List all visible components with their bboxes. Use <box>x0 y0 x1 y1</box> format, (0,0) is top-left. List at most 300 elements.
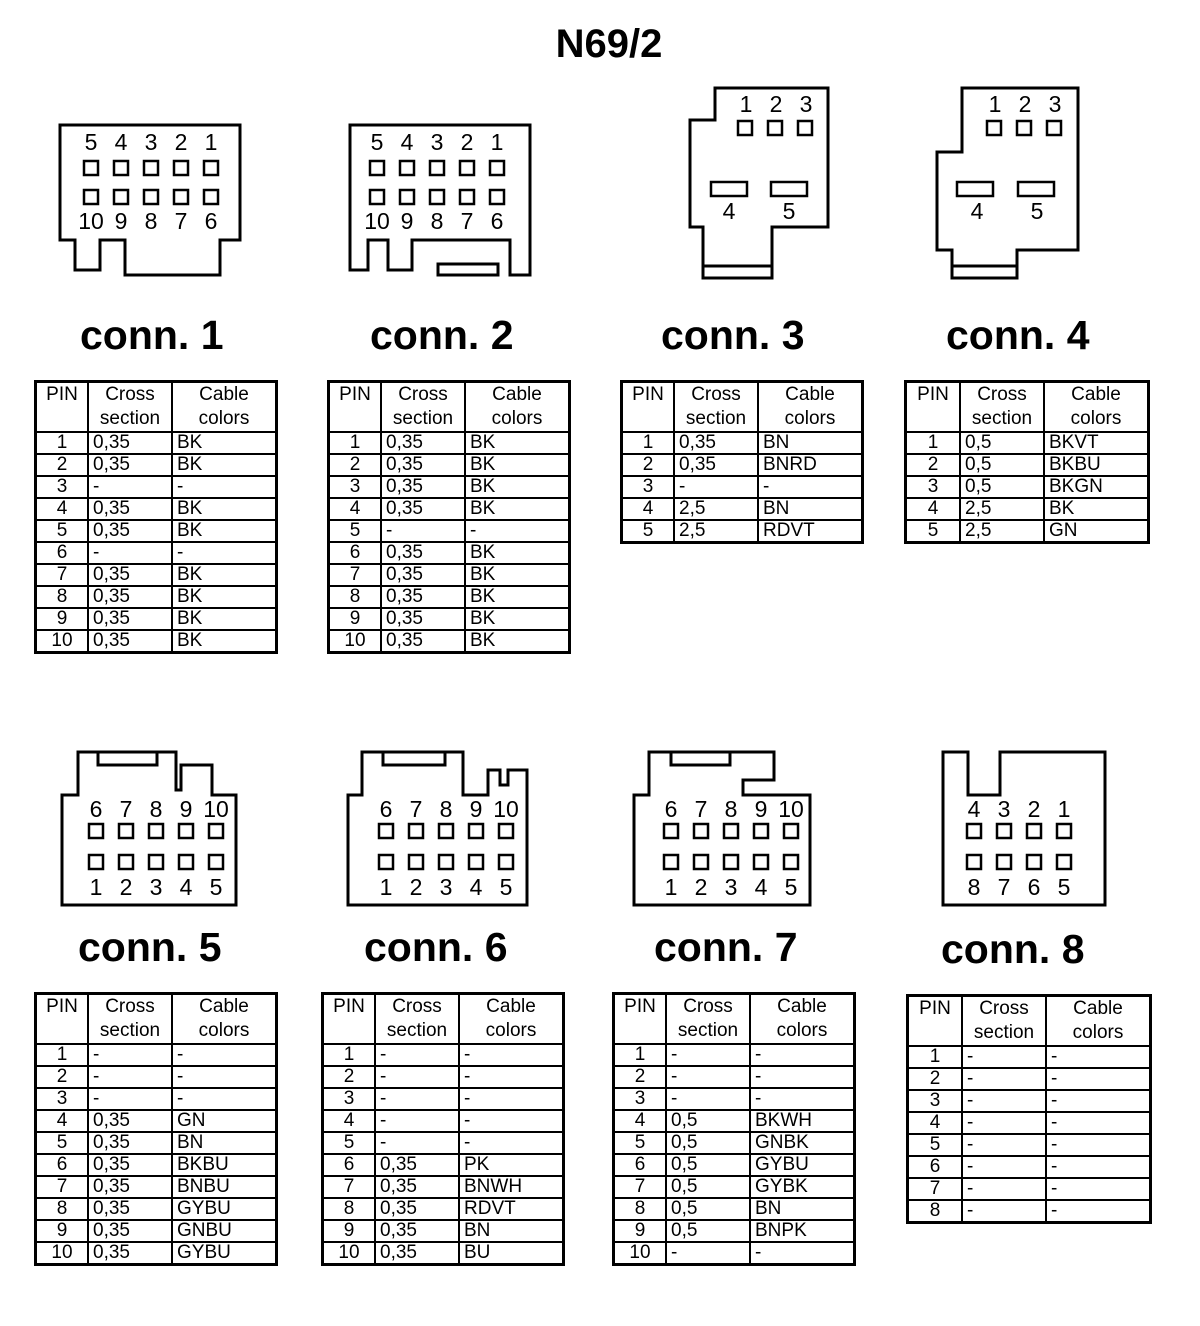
table-row <box>36 1066 277 1088</box>
table-row <box>36 498 277 520</box>
pin-cell: 3 <box>323 1088 376 1110</box>
table-row <box>614 1154 855 1176</box>
pin-number: 1 <box>739 91 753 117</box>
power-pin-pad <box>1018 182 1054 196</box>
table-header-row <box>906 382 1149 433</box>
header-label: Cable <box>199 996 249 1017</box>
cross-section-cell: - <box>962 1156 1046 1178</box>
pin-number: 5 <box>782 198 796 224</box>
cross-section-cell: 0,35 <box>375 1176 459 1198</box>
pin-cell: 2 <box>614 1066 667 1088</box>
pin-cell: 1 <box>614 1044 667 1066</box>
cross-section-cell: - <box>962 1200 1046 1223</box>
header-label: PIN <box>919 998 951 1019</box>
cross-section-cell: 0,35 <box>381 630 465 653</box>
cable-color-cell: BN <box>750 1198 855 1220</box>
cross-section-cell: 0,35 <box>381 498 465 520</box>
table-row <box>908 1068 1151 1090</box>
header-pin <box>906 382 961 433</box>
table-row <box>36 1110 277 1132</box>
cable-color-cell: - <box>750 1088 855 1110</box>
header-cable-colors <box>465 382 570 433</box>
cross-section-cell: - <box>88 1044 172 1066</box>
pin-number: 5 <box>1030 198 1044 224</box>
connector-5-drawing <box>62 752 236 905</box>
table-row <box>36 630 277 653</box>
pin-pad <box>409 824 423 838</box>
pin-cell: 2 <box>906 454 961 476</box>
pin-pad <box>204 190 218 204</box>
pin-cell: 2 <box>622 454 675 476</box>
cable-color-cell: GN <box>1044 520 1149 543</box>
header-cross-section <box>88 994 172 1045</box>
cross-section-cell: 0,35 <box>88 630 172 653</box>
pin-pad <box>174 190 188 204</box>
header-label: Cross <box>691 384 741 405</box>
pin-number: 3 <box>724 874 738 900</box>
cross-section-cell: 0,35 <box>381 476 465 498</box>
header-label: Cross <box>105 996 155 1017</box>
header-label: Cross <box>398 384 448 405</box>
pin-cell: 3 <box>329 476 382 498</box>
pin-cell: 7 <box>329 564 382 586</box>
pin-number: 7 <box>409 796 423 822</box>
pin-cell: 3 <box>908 1090 963 1112</box>
power-pin-pad <box>711 182 747 196</box>
table-header-row <box>36 382 277 433</box>
pin-pad <box>754 855 768 869</box>
pin-pad <box>174 161 188 175</box>
cable-color-cell: - <box>1046 1156 1151 1178</box>
table-row <box>906 498 1149 520</box>
table-row <box>622 498 863 520</box>
header-label: colors <box>485 1020 537 1041</box>
cross-section-cell: - <box>375 1044 459 1066</box>
pin-number: 10 <box>203 796 229 822</box>
pin-table <box>906 994 1152 1224</box>
pin-cell: 4 <box>622 498 675 520</box>
pin-pad <box>768 121 782 135</box>
pin-number: 6 <box>379 796 393 822</box>
table-row <box>614 1242 855 1265</box>
table-row <box>908 1090 1151 1112</box>
table-row <box>614 1176 855 1198</box>
header-label: Cable <box>1071 384 1121 405</box>
table-row <box>614 1110 855 1132</box>
pin-pad <box>460 190 474 204</box>
pin-number: 2 <box>119 874 133 900</box>
cross-section-cell: 0,35 <box>88 1110 172 1132</box>
cross-section-cell: 0,35 <box>88 608 172 630</box>
pin-pad <box>1057 855 1071 869</box>
cross-section-cell: 2,5 <box>674 498 758 520</box>
cable-color-cell: BK <box>465 564 570 586</box>
housing-detail <box>98 752 157 765</box>
table-row <box>36 1044 277 1066</box>
cross-section-cell: 0,5 <box>666 1132 750 1154</box>
pin-number: 5 <box>84 129 98 155</box>
housing-detail <box>438 264 498 275</box>
cross-section-cell: - <box>88 542 172 564</box>
cable-color-cell: BK <box>465 454 570 476</box>
cross-section-cell: 0,5 <box>666 1220 750 1242</box>
pin-pad <box>499 855 513 869</box>
table-row <box>36 1088 277 1110</box>
pin-number: 3 <box>430 129 444 155</box>
pin-cell: 4 <box>36 1110 89 1132</box>
pin-cell: 7 <box>36 564 89 586</box>
cross-section-cell: 0,35 <box>88 498 172 520</box>
pin-pad <box>1027 855 1041 869</box>
table-row <box>323 1110 564 1132</box>
cable-color-cell: BK <box>465 542 570 564</box>
pin-pad <box>114 190 128 204</box>
table-row <box>36 1242 277 1265</box>
header-label: Cross <box>392 996 442 1017</box>
table-row <box>323 1220 564 1242</box>
cross-section-cell: 0,35 <box>88 1132 172 1154</box>
cable-color-cell: BK <box>172 498 277 520</box>
cross-section-cell: - <box>381 520 465 542</box>
cable-color-cell: - <box>750 1066 855 1088</box>
pin-pad <box>469 855 483 869</box>
pin-pad <box>724 824 738 838</box>
pin-pad <box>460 161 474 175</box>
table-row <box>906 454 1149 476</box>
pin-pad <box>379 824 393 838</box>
pin-cell: 3 <box>36 1088 89 1110</box>
table-row <box>323 1044 564 1066</box>
table-row <box>36 1176 277 1198</box>
pin-pad <box>439 855 453 869</box>
pin-number: 5 <box>499 874 513 900</box>
connector-name: conn. 3 <box>661 312 805 358</box>
cable-color-cell: GNBU <box>172 1220 277 1242</box>
cable-color-cell: BU <box>459 1242 564 1265</box>
connector-name: conn. 2 <box>370 312 514 358</box>
pin-pad <box>754 824 768 838</box>
pin-number: 8 <box>967 874 981 900</box>
cross-section-cell: 0,5 <box>960 476 1044 498</box>
cable-color-cell: BNPK <box>750 1220 855 1242</box>
pin-number: 4 <box>967 796 981 822</box>
pin-cell: 6 <box>36 542 89 564</box>
pin-number: 1 <box>89 874 103 900</box>
pin-table <box>34 380 278 654</box>
cross-section-cell: 0,35 <box>88 1220 172 1242</box>
pin-table <box>612 992 856 1266</box>
pin-cell: 1 <box>908 1046 963 1068</box>
cable-color-cell: GYBU <box>750 1154 855 1176</box>
pin-table <box>321 992 565 1266</box>
table-row <box>36 608 277 630</box>
pin-pad <box>144 190 158 204</box>
cross-section-cell: 0,35 <box>375 1154 459 1176</box>
table-row <box>323 1066 564 1088</box>
pin-number: 2 <box>1018 91 1032 117</box>
table-row <box>622 454 863 476</box>
pin-number: 1 <box>1057 796 1071 822</box>
table-row <box>329 564 570 586</box>
pin-cell: 5 <box>329 520 382 542</box>
table-row <box>329 608 570 630</box>
pin-number: 10 <box>778 796 804 822</box>
cross-section-cell: - <box>666 1044 750 1066</box>
cross-section-cell: - <box>962 1068 1046 1090</box>
pin-number: 8 <box>149 796 163 822</box>
pin-cell: 4 <box>329 498 382 520</box>
pin-cell: 6 <box>36 1154 89 1176</box>
header-cable-colors <box>172 382 277 433</box>
pin-pad <box>724 855 738 869</box>
table-row <box>329 520 570 542</box>
table-row <box>323 1242 564 1265</box>
pin-pad <box>967 824 981 838</box>
cable-color-cell: BK <box>465 630 570 653</box>
power-pin-pad <box>771 182 807 196</box>
cable-color-cell: - <box>750 1044 855 1066</box>
cross-section-cell: - <box>375 1066 459 1088</box>
table-row <box>329 586 570 608</box>
pin-table <box>620 380 864 544</box>
pin-cell: 4 <box>323 1110 376 1132</box>
cross-section-cell: 0,35 <box>381 608 465 630</box>
cable-color-cell: RDVT <box>758 520 863 543</box>
pin-cell: 9 <box>323 1220 376 1242</box>
header-label: Cross <box>979 998 1029 1019</box>
pin-cell: 4 <box>614 1110 667 1132</box>
pin-cell: 1 <box>329 432 382 454</box>
header-cross-section <box>674 382 758 433</box>
cable-color-cell: PK <box>459 1154 564 1176</box>
cable-color-cell: - <box>1046 1068 1151 1090</box>
pin-number: 6 <box>490 208 504 234</box>
cable-color-cell: BN <box>172 1132 277 1154</box>
table-row <box>908 1200 1151 1223</box>
pin-number: 2 <box>460 129 474 155</box>
pin-number: 4 <box>114 129 128 155</box>
pin-number: 4 <box>400 129 414 155</box>
cable-color-cell: BK <box>172 586 277 608</box>
header-label: PIN <box>339 384 371 405</box>
pin-cell: 8 <box>908 1200 963 1223</box>
pin-number: 9 <box>179 796 193 822</box>
pin-cell: 1 <box>36 432 89 454</box>
pin-cell: 9 <box>614 1220 667 1242</box>
pin-pad <box>84 161 98 175</box>
cross-section-cell: - <box>962 1112 1046 1134</box>
pin-number: 3 <box>997 796 1011 822</box>
pin-number: 3 <box>144 129 158 155</box>
pin-cell: 7 <box>323 1176 376 1198</box>
pin-number: 2 <box>174 129 188 155</box>
cross-section-cell: 0,35 <box>88 520 172 542</box>
header-pin <box>36 382 89 433</box>
connector-name: conn. 8 <box>941 926 1085 972</box>
cable-color-cell: - <box>758 476 863 498</box>
cross-section-cell: 0,35 <box>88 564 172 586</box>
cross-section-cell: 0,5 <box>960 454 1044 476</box>
table-row <box>36 1154 277 1176</box>
pin-number: 6 <box>664 796 678 822</box>
pin-cell: 5 <box>908 1134 963 1156</box>
table-row <box>614 1088 855 1110</box>
pin-cell: 7 <box>908 1178 963 1200</box>
table-header-row <box>323 994 564 1045</box>
pin-pad <box>370 190 384 204</box>
pin-cell: 1 <box>622 432 675 454</box>
pin-pad <box>694 824 708 838</box>
cable-color-cell: - <box>172 1044 277 1066</box>
pin-pad <box>1047 121 1061 135</box>
table-row <box>36 454 277 476</box>
pin-cell: 1 <box>906 432 961 454</box>
pin-number: 10 <box>493 796 519 822</box>
header-cable-colors <box>1046 996 1151 1047</box>
pin-cell: 3 <box>906 476 961 498</box>
pin-pad <box>370 161 384 175</box>
pin-cell: 2 <box>323 1066 376 1088</box>
pin-cell: 8 <box>323 1198 376 1220</box>
pin-number: 6 <box>1027 874 1041 900</box>
header-label: colors <box>1072 1022 1124 1043</box>
cable-color-cell: BKGN <box>1044 476 1149 498</box>
pin-pad <box>114 161 128 175</box>
connector-2-drawing <box>350 125 530 275</box>
cable-color-cell: BK <box>465 586 570 608</box>
pin-pad <box>89 824 103 838</box>
pin-number: 6 <box>89 796 103 822</box>
header-cable-colors <box>758 382 863 433</box>
cross-section-cell: - <box>962 1090 1046 1112</box>
pin-pad <box>490 161 504 175</box>
header-label: PIN <box>624 996 656 1017</box>
cross-section-cell: - <box>666 1066 750 1088</box>
cable-color-cell: BK <box>1044 498 1149 520</box>
connector-name: conn. 5 <box>78 924 222 970</box>
table-header-row <box>329 382 570 433</box>
table-row <box>323 1198 564 1220</box>
table-row <box>908 1156 1151 1178</box>
header-label: Cable <box>777 996 827 1017</box>
pin-pad <box>967 855 981 869</box>
table-row <box>323 1088 564 1110</box>
cable-color-cell: - <box>1046 1200 1151 1223</box>
header-label: Cross <box>683 996 733 1017</box>
table-row <box>36 1198 277 1220</box>
pin-number: 9 <box>400 208 414 234</box>
pin-number: 8 <box>439 796 453 822</box>
pin-pad <box>209 855 223 869</box>
table-row <box>908 1178 1151 1200</box>
cable-color-cell: BK <box>172 564 277 586</box>
header-label: PIN <box>917 384 949 405</box>
connector-name: conn. 4 <box>946 312 1090 358</box>
cable-color-cell: BKVT <box>1044 432 1149 454</box>
header-label: colors <box>1070 408 1122 429</box>
pin-number: 8 <box>724 796 738 822</box>
pin-pad <box>784 824 798 838</box>
cross-section-cell: - <box>88 1066 172 1088</box>
table-row <box>622 432 863 454</box>
table-row <box>906 520 1149 543</box>
cable-color-cell: - <box>459 1088 564 1110</box>
pin-cell: 9 <box>329 608 382 630</box>
cross-section-cell: 0,35 <box>88 432 172 454</box>
page-title: N69/2 <box>555 22 663 66</box>
cross-section-cell: 0,35 <box>674 432 758 454</box>
pin-cell: 1 <box>36 1044 89 1066</box>
header-cross-section <box>666 994 750 1045</box>
table-row <box>614 1044 855 1066</box>
pin-number: 2 <box>409 874 423 900</box>
pin-pad <box>149 824 163 838</box>
pin-number: 7 <box>460 208 474 234</box>
cross-section-cell: - <box>962 1046 1046 1068</box>
pin-number: 4 <box>469 874 483 900</box>
header-label: Cross <box>105 384 155 405</box>
pin-cell: 4 <box>908 1112 963 1134</box>
cross-section-cell: - <box>666 1242 750 1265</box>
header-label: PIN <box>333 996 365 1017</box>
pin-pad <box>784 855 798 869</box>
pin-cell: 6 <box>908 1156 963 1178</box>
pin-number: 1 <box>988 91 1002 117</box>
pin-cell: 9 <box>36 1220 89 1242</box>
table-row <box>329 432 570 454</box>
pin-number: 6 <box>204 208 218 234</box>
connector-6-drawing <box>348 752 527 905</box>
pin-pad <box>149 855 163 869</box>
connector-4-drawing <box>937 88 1078 278</box>
cable-color-cell: BK <box>465 608 570 630</box>
pin-pad <box>987 121 1001 135</box>
pin-cell: 7 <box>614 1176 667 1198</box>
cable-color-cell: RDVT <box>459 1198 564 1220</box>
cable-color-cell: BNRD <box>758 454 863 476</box>
pin-cell: 8 <box>329 586 382 608</box>
header-label: colors <box>198 1020 250 1041</box>
header-pin <box>908 996 963 1047</box>
pin-number: 5 <box>1057 874 1071 900</box>
header-label: Cross <box>977 384 1027 405</box>
header-label: section <box>971 408 1033 429</box>
pin-number: 1 <box>664 874 678 900</box>
header-label: Cable <box>785 384 835 405</box>
table-row <box>329 630 570 653</box>
table-row <box>36 1132 277 1154</box>
header-label: Cable <box>492 384 542 405</box>
pin-table <box>327 380 571 654</box>
pin-table <box>904 380 1150 544</box>
connector-name: conn. 7 <box>654 924 798 970</box>
pin-cell: 8 <box>614 1198 667 1220</box>
pin-cell: 10 <box>614 1242 667 1265</box>
cable-color-cell: - <box>750 1242 855 1265</box>
pin-cell: 6 <box>329 542 382 564</box>
header-label: PIN <box>46 996 78 1017</box>
cross-section-cell: - <box>375 1088 459 1110</box>
pin-number: 4 <box>722 198 736 224</box>
pin-pad <box>430 161 444 175</box>
pin-number: 3 <box>149 874 163 900</box>
pin-number: 8 <box>144 208 158 234</box>
cable-color-cell: - <box>1046 1134 1151 1156</box>
pin-number: 1 <box>379 874 393 900</box>
pin-number: 8 <box>430 208 444 234</box>
cross-section-cell: 0,5 <box>666 1110 750 1132</box>
cross-section-cell: 0,35 <box>88 1242 172 1265</box>
